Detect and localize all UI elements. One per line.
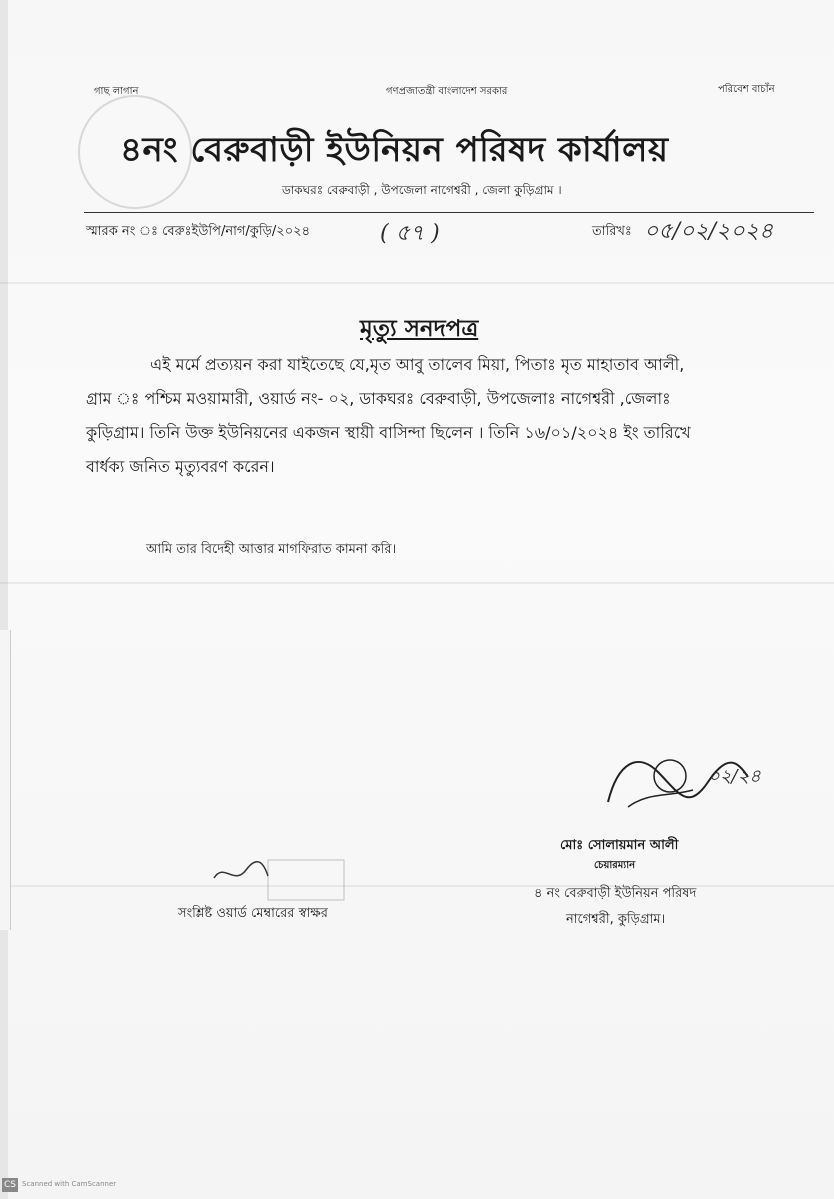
header-rule — [84, 212, 814, 213]
fold-line — [0, 282, 834, 284]
date-label: তারিখঃ — [592, 224, 632, 239]
certificate-line-1: এই মর্মে প্রত্যয়ন করা যাইতেছে যে,মৃত আবু তালেব মিয়া, পিতাঃ মৃত মাহাতাব আলী, — [150, 355, 685, 374]
chairman-title: চেয়ারম্যান — [594, 860, 636, 871]
camscanner-logo: CS — [4, 1180, 16, 1190]
office-title: ৪নং বেরুবাড়ী ইউনিয়ন পরিষদ কার্যালয় — [120, 130, 669, 170]
side-paper-strip — [0, 630, 11, 930]
memo-number-handwritten: ( ৫৭ ) — [380, 221, 440, 246]
chairman-organization: ৪ নং বেরুবাড়ী ইউনিয়ন পরিষদ — [534, 886, 697, 901]
date-handwritten: ০৫/০২/২০২৪ — [644, 219, 774, 244]
government-label: গণপ্রজাতন্ত্রী বাংলাদেশ সরকার — [386, 86, 508, 97]
certificate-line-4: বার্ধক্য জনিত মৃত্যুবরণ করেন। — [86, 457, 275, 476]
prayer-line: আমি তার বিদেহী আত্তার মাগফিরাত কামনা করি। — [146, 542, 397, 557]
certificate-line-3: কুড়িগ্রাম। তিনি উক্ত ইউনিয়নের একজন স্থায়ী বাসিন্দা ছিলেন । তিনি ১৬/০১/২০২৪ ইং তারিখে — [86, 423, 691, 442]
chairman-signature-date: ০২/২৪ — [708, 766, 761, 787]
camscanner-text: Scanned with CamScanner — [22, 1180, 117, 1188]
member-signature-label: সংশ্লিষ্ট ওয়ার্ড মেম্বারের স্বাক্ষর — [178, 906, 328, 921]
left-slogan: গাছ লাগান — [94, 86, 139, 97]
fold-line — [0, 885, 834, 887]
certificate-line-2: গ্রাম ঃ পশ্চিম মওয়ামারী, ওয়ার্ড নং- ০২, ডাকঘরঃ বেরুবাড়ী, উপজেলাঃ নাগেশ্বরী ,জেলাঃ — [86, 389, 671, 408]
office-address: ডাকঘরঃ বেরুবাড়ী , উপজেলা নাগেশ্বরী , জেলা কুড়িগ্রাম । — [282, 183, 562, 197]
memo-reference: স্মারক নং ঃ বেরুঃইউপি/নাগ/কুড়ি/২০২৪ — [86, 224, 311, 239]
fold-line — [0, 582, 834, 584]
member-signature-stamp — [208, 856, 348, 906]
right-slogan: পরিবেশ বাচাঁন — [718, 84, 775, 95]
certificate-heading: মৃত্যু সনদপত্র — [360, 316, 479, 342]
chairman-location: নাগেশ্বরী, কুড়িগ্রাম। — [566, 912, 666, 927]
chairman-stamp-name: মোঃ সোলায়মান আলী — [560, 838, 679, 853]
